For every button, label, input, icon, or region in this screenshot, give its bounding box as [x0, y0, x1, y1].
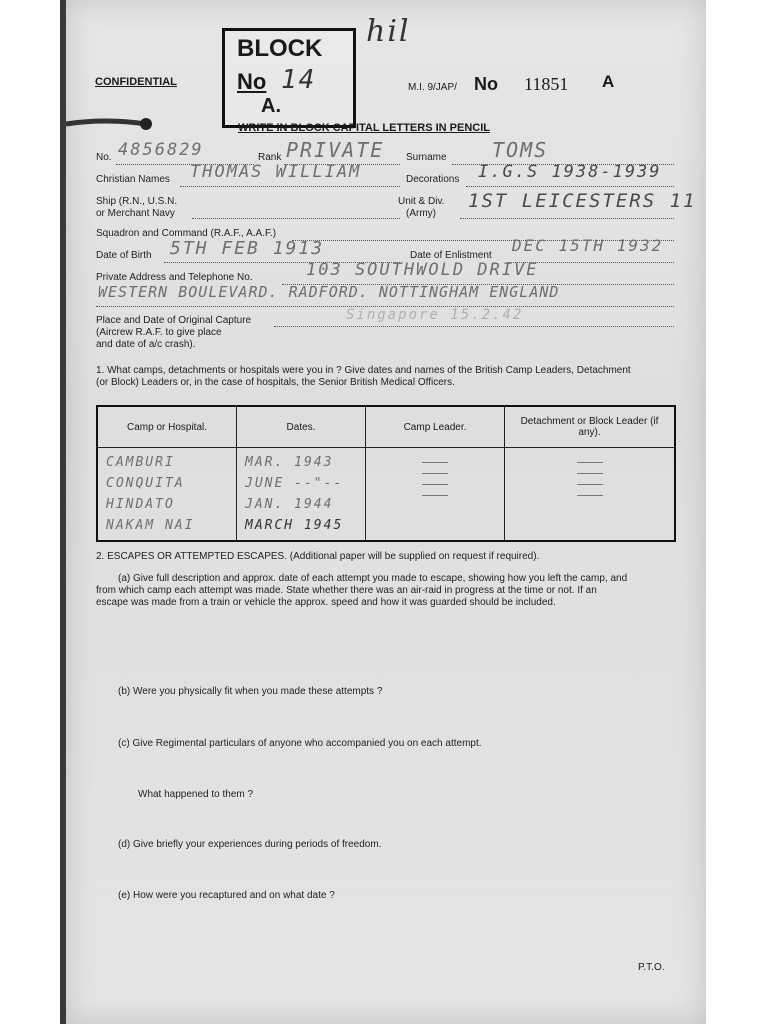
squadron-label: Squadron and Command (R.A.F., A.A.F.)	[96, 228, 277, 239]
section2-c-sub: What happened to them ?	[138, 789, 254, 800]
col-camp-header: Camp or Hospital.	[97, 406, 237, 448]
address-label: Private Address and Telephone No.	[96, 272, 253, 283]
block-leader-column	[505, 448, 676, 542]
camps-column	[97, 448, 237, 542]
section2-a-line-2: from which camp each attempt was made. State whether there was an air-raid in progress at the time or not. If an	[96, 585, 597, 596]
table-row-date: JAN. 1944	[245, 497, 334, 512]
blank-dash	[422, 484, 448, 485]
leader-column	[366, 448, 505, 542]
block-no-value: 14	[281, 65, 317, 95]
enlistment-value: DEC 15TH 1932	[512, 236, 664, 255]
col-block-leader-header: Detachment or Block Leader (if any).	[505, 406, 676, 448]
section2-e: (e) How were you recaptured and on what date ?	[118, 890, 335, 901]
no-label: No.	[96, 152, 112, 163]
unit-value: 1ST LEICESTERS 11	[468, 190, 697, 212]
dob-label: Date of Birth	[96, 250, 152, 261]
block-word: BLOCK	[237, 35, 323, 62]
table-row-camp: NAKAM NAI	[106, 518, 195, 533]
col-leader-header: Camp Leader.	[366, 406, 505, 448]
christian-names-label: Christian Names	[96, 174, 170, 185]
ref-number: 11851	[524, 74, 569, 94]
surname-label: Surname	[406, 152, 447, 163]
ref-no-label: No	[474, 74, 498, 94]
table-row-camp: CAMBURI	[106, 455, 175, 470]
ref-prefix: M.I. 9/JAP/	[408, 82, 457, 93]
ship-label-1: Ship (R.N., U.S.N.	[96, 196, 178, 207]
section1-text-2: (or Block) Leaders or, in the case of hospitals, the Senior British Medical Officers.	[96, 377, 455, 388]
block-stamp	[222, 28, 356, 128]
capture-label-2: (Aircrew R.A.F. to give place	[96, 327, 222, 338]
col-dates-header: Dates.	[237, 406, 366, 448]
blank-dash	[577, 473, 603, 474]
table-row-date: MAR. 1943	[245, 455, 334, 470]
capture-label-3: and date of a/c crash).	[96, 339, 196, 350]
pto-label: P.T.O.	[638, 962, 665, 973]
rank-value: PRIVATE	[286, 138, 385, 162]
section2-c: (c) Give Regimental particulars of anyone who accompanied you on each attempt.	[118, 738, 482, 749]
surname-value: TOMS	[492, 138, 549, 162]
blank-dash	[577, 462, 603, 463]
decorations-label: Decorations	[406, 174, 460, 185]
pencil-instruction: WRITE IN BLOCK CAPITAL LETTERS IN PENCIL	[238, 122, 490, 134]
section1-text-1: 1. What camps, detachments or hospitals were you in ? Give dates and names of the British Camp Leaders, Detachment	[96, 365, 631, 376]
initials-signature: hil	[366, 14, 411, 49]
ref-suffix: A	[602, 72, 615, 91]
section2-heading: 2. ESCAPES OR ATTEMPTED ESCAPES. (Additional paper will be supplied on request if required).	[96, 551, 540, 562]
no-value: 4856829	[118, 140, 204, 160]
unit-label-1: Unit & Div.	[398, 196, 445, 207]
capture-label-1: Place and Date of Original Capture	[96, 315, 252, 326]
enlistment-label: Date of Enlistment	[410, 250, 492, 261]
address-value-2: WESTERN BOULEVARD. RADFORD. NOTTINGHAM ENGLAND	[98, 283, 560, 301]
blank-dash	[577, 495, 603, 496]
treasury-tag-icon	[66, 116, 152, 132]
block-no-label: No	[237, 69, 267, 94]
christian-names-value: THOMAS WILLIAM	[190, 162, 362, 182]
section2-d: (d) Give briefly your experiences during periods of freedom.	[118, 839, 382, 850]
table-row-date: MARCH 1945	[245, 518, 344, 533]
blank-dash	[422, 462, 448, 463]
address-value-1: 103 SOUTHWOLD DRIVE	[306, 260, 539, 280]
camps-table	[96, 405, 676, 542]
section2-b: (b) Were you physically fit when you made these attempts ?	[118, 686, 383, 697]
table-row-date: JUNE --"--	[245, 476, 344, 491]
table-row-camp: HINDATO	[106, 497, 175, 512]
table-row-camp: CONQUITA	[106, 476, 185, 491]
dates-column	[237, 448, 366, 542]
blank-dash	[422, 473, 448, 474]
dob-value: 5TH FEB 1913	[170, 238, 325, 259]
ship-label-2: or Merchant Navy	[96, 208, 175, 219]
section2-a-line-1: (a) Give full description and approx. date of each attempt you made to escape, showing how you left the camp, and	[118, 573, 628, 584]
block-letter: A.	[261, 95, 281, 117]
section2-a-line-3: escape was made from a train or vehicle the approx. speed and how it was guarded should be included.	[96, 597, 556, 608]
capture-value: Singapore 15.2.42	[346, 307, 524, 323]
unit-label-2: (Army)	[406, 208, 436, 219]
confidential-label: CONFIDENTIAL	[95, 76, 177, 88]
blank-dash	[422, 495, 448, 496]
rank-label: Rank	[258, 152, 282, 163]
decorations-value: I.G.S 1938-1939	[478, 162, 662, 182]
blank-dash	[577, 484, 603, 485]
